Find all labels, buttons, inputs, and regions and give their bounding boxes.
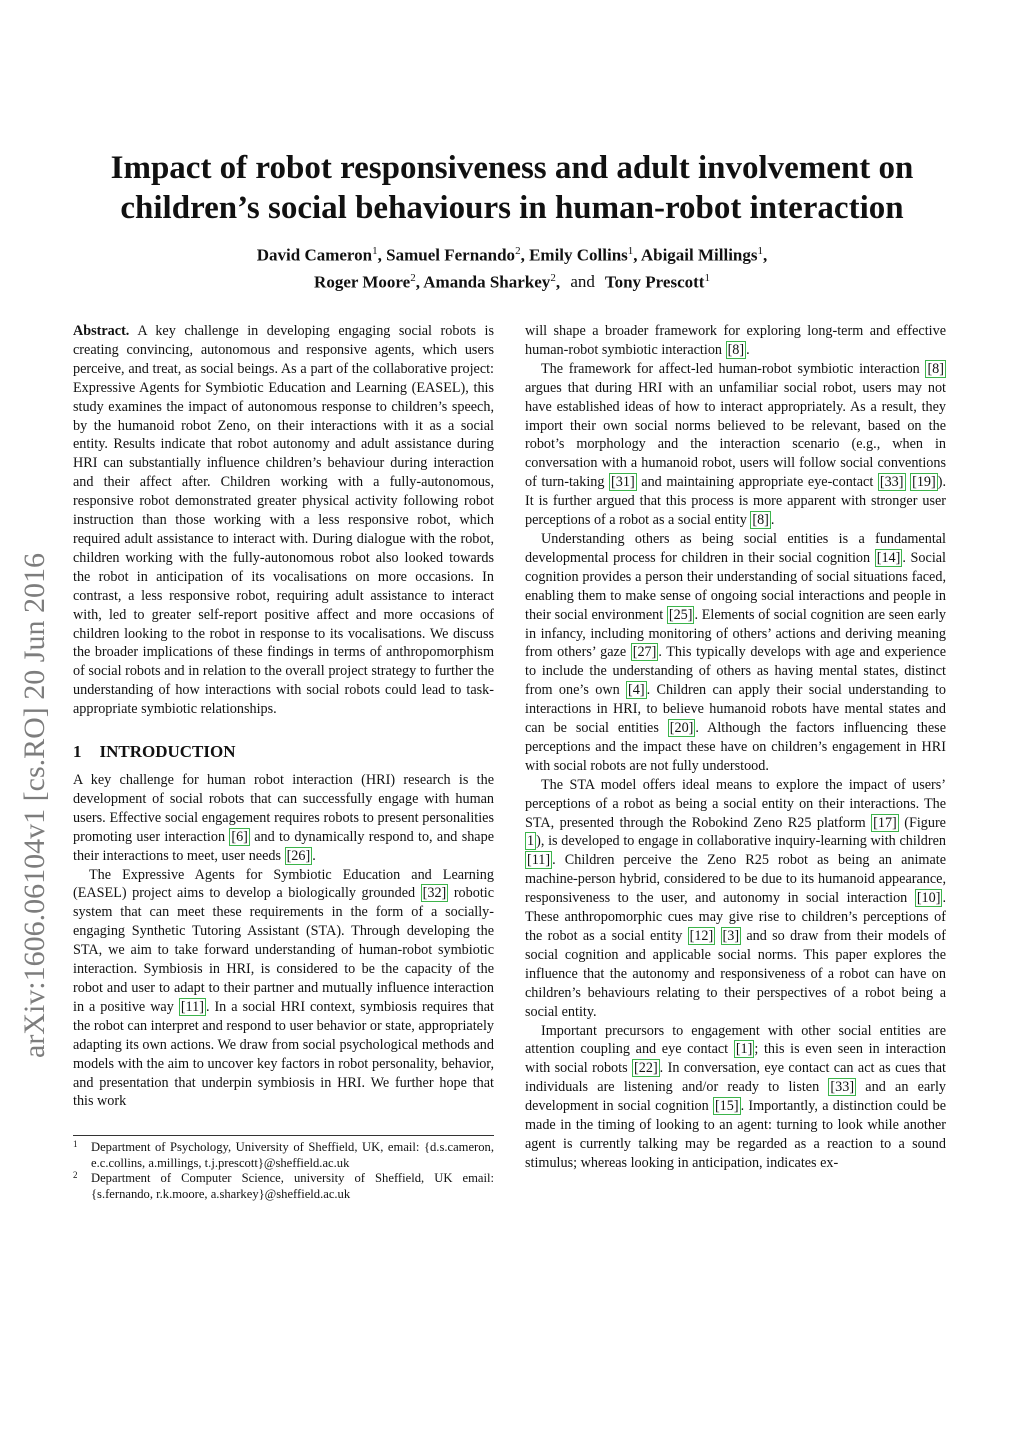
- citation-link[interactable]: [27]: [632, 644, 657, 661]
- citation-link[interactable]: [20]: [669, 720, 694, 737]
- affiliation-mark: 2: [550, 271, 556, 284]
- paper-title: [60, 148, 964, 228]
- footnote-mark: 1: [73, 1139, 78, 1149]
- section-heading: [73, 741, 494, 763]
- citation-link[interactable]: [4]: [628, 682, 645, 699]
- author-name: Amanda Sharkey: [423, 272, 551, 292]
- citation-link[interactable]: [32]: [422, 885, 447, 902]
- citation-link[interactable]: [22]: [634, 1060, 658, 1077]
- footnotes: [73, 1135, 494, 1202]
- right-column: [525, 322, 946, 1173]
- section-title: INTRODUCTION: [99, 742, 236, 762]
- citation-link[interactable]: [8]: [752, 512, 769, 529]
- author-name: Abigail Millings: [640, 245, 758, 265]
- paragraph: The Expressive Agents for Symbiotic Education and Learning (EASEL) project aims to develop a biologically grounded [32] robotic system that can meet these requirements in the form of a socially-engaging Synthetic Tutoring Assistant (STA). Through developing the STA, we aim to take forward understanding of human-robot symbiotic interaction. Symbiosis in HRI, is considered to be the capacity of the robot and user to adapt to their partner and mutually influence interaction in a positive way [11] . In a social HRI context, symbiosis requires that the robot can interpret and respond to user behavior or state, appropriately adapting its own actions. We draw from social psychological methods and models with the aim to uncover key factors in robot personality, behavior, and presentation that underpin symbiosis in HRI. We further hope that this work: [73, 866, 495, 1110]
- citation-link[interactable]: [11]: [180, 998, 204, 1015]
- paragraph: will shape a broader framework for exploring long-term and effective human-robot symbiotic interaction [8] .: [525, 323, 946, 358]
- citation-link[interactable]: [31]: [611, 474, 635, 491]
- abstract-text: A key challenge in developing engaging social robots is creating convincing, autonomous and responsive agents, which users perceive, and treat, as social beings. As a part of the collaborative project: Expressive Agents for Symbiotic Education and Learning (EASEL), this study examines the impact of autonomous response to children’s speech, by the humanoid robot Zeno, on their interactions with it as a social entity. Results indicate that robot autonomy and adult assistance during HRI can substantially influence children’s behaviour during interaction and their affect after. Children working with a fully-autonomous, responsive robot demonstrated greater physical activity following robot instruction than those working with a less responsive robot, which required adult assistance to interact with. During dialogue with the robot, children working with the fully-autonomous robot also looked towards the robot in anticipation of its vocalisations on more occasions. In contrast, a less responsive robot, requiring adult assistance to interact with, led to greater self-report positive affect and more occasions of children looking to the robot in response to its vocalisations. We discuss the broader implications of these findings in terms of anthropomorphism of social robots and in relation to the overall project strategy to further the understanding of how interactions with social robots could lead to task-appropriate symbiotic relationships.: [73, 323, 494, 718]
- citation-link[interactable]: [8]: [927, 360, 944, 377]
- citation-link[interactable]: [19]: [912, 474, 936, 491]
- author-name: Samuel Fernando: [386, 245, 516, 265]
- author-conjunction: and: [570, 272, 595, 292]
- citation-link[interactable]: [14]: [876, 549, 901, 566]
- title-line-2: children’s social behaviours in human-robot interaction: [120, 190, 904, 226]
- footnote-text: Department of Psychology, University of Sheffield, UK, email: {d.s.cameron, e.c.collins, a.millings, t.j.prescott}@sheffield.ac.uk: [91, 1140, 494, 1170]
- paragraph: Important precursors to engagement with other social entities are attention coupling and eye contact [1] ; this is even seen in interaction with social robots [22] . In conversation, eye contact can act as cues that individuals are listening and/or ready to listen [33] and an early development in social cognition [15] . Importantly, a distinction could be made in the timing of looking to an agent: turning to look while another agent is currently talking may be regarded as a reaction to a sound stimulus; whereas looking in anticipation, indicates ex-: [525, 1022, 947, 1171]
- citation-link[interactable]: [1]: [735, 1041, 753, 1058]
- abstract: [73, 322, 494, 719]
- figure-reference-link[interactable]: 1: [527, 833, 535, 850]
- title-line-1: Impact of robot responsiveness and adult involvement on: [110, 150, 914, 186]
- affiliation-mark: 2: [410, 271, 416, 284]
- citation-link[interactable]: [3]: [722, 928, 740, 944]
- paragraph: A key challenge for human robot interaction (HRI) research is the development of social robots that can successfully engage with human users. Effective social engagement requires robots to present personalities promoting user interaction [6] and to dynamically respond to, and shape their interactions to meet, user needs [26] .: [73, 772, 494, 864]
- left-column: [73, 322, 494, 1111]
- author-name: Roger Moore: [314, 272, 411, 292]
- citation-link[interactable]: [8]: [727, 341, 745, 358]
- footnote-text: Department of Computer Science, university of Sheffield, UK email: {s.fernando, r.k.moore, a.sharkey}@sheffield.ac.uk: [91, 1171, 494, 1201]
- footnote-mark: 2: [73, 1170, 78, 1181]
- paragraph: The STA model offers ideal means to explore the impact of users’ perceptions of a robot as being a social entity on their interactions. The STA, presented through the Robokind Zeno R25 platform [17] (Figure 1 ), is developed to engage in collaborative inquiry-learning with children [11] . Children perceive the Zeno R25 robot as being an animate machine-person hybrid, considered to be due to its humanoid appearance, responsiveness to the user, and autonomy in social interaction [10] . These anthropomorphic cues may give rise to children’s perceptions of the robot as a social entity [12] [3] and so draw from their models of social cognition and applicable social norms. This paper explores the influence that the autonomy and responsiveness of a robot can have on children’s behaviours relating to their perspectives of a robot being a social entity.: [525, 776, 946, 1020]
- author-list: [110, 240, 914, 293]
- paragraph: Understanding others as being social entities is a fundamental developmental process for children in their social cognition [14] . Social cognition provides a person their understanding of social situations faced, enabling them to make sense of ongoing social interactions and people in their social environment [25] . Elements of social cognition are seen early in infancy, including monitoring of others’ actions and deriving meaning from others’ gaze [27] . This typically develops with age and experience to include the understanding of others as having mental states, distinct from one’s own [4] . Children can apply their social understanding to interactions in HRI, to believe humanoid robots have mental states and can be social entities [20] . Although the factors influencing these perceptions and the impact these have on children’s engagement in HRI with social robots are not fully understood.: [525, 530, 946, 774]
- citation-link[interactable]: [33]: [830, 1079, 855, 1096]
- citation-link[interactable]: [12]: [689, 928, 714, 944]
- author-line-2: Roger Moore$^2$, Amanda Sharkey$^2$, and Tony Prescott$^1$: [314, 271, 710, 292]
- citation-link[interactable]: [15]: [714, 1098, 739, 1115]
- citation-link[interactable]: [17]: [873, 814, 897, 831]
- affiliation-mark: 2: [515, 245, 521, 257]
- author-line-1: David Cameron$^1$, Samuel Fernando$^2$, Emily Collins$^1$, Abigail Millings$^1$,: [256, 245, 768, 265]
- author-name: Tony Prescott: [604, 272, 705, 292]
- citation-link[interactable]: [10]: [916, 890, 941, 907]
- affiliation-mark: 1: [627, 245, 634, 257]
- footnote: [73, 1171, 494, 1202]
- abstract-label: Abstract.: [73, 323, 130, 339]
- citation-link[interactable]: [33]: [879, 474, 904, 491]
- affiliation-mark: 1: [757, 245, 764, 257]
- paragraph: The framework for affect-led human-robot symbiotic interaction [8] argues that during HRI with an unfamiliar social robot, users may not have established ideas of how to interact appropriately. As a result, they import their own social norms believed to be relevant, based on the robot’s morphology and the interaction scenario (e.g., when in conversation with a humanoid robot, users will follow social conventions of turn-taking [31] and maintaining appropriate eye-contact [33] [19] ). It is further argued that this process is more apparent with stronger user perceptions of a robot as a social entity [8] .: [525, 360, 947, 529]
- section-number: 1: [73, 742, 82, 762]
- author-name: David Cameron: [256, 245, 373, 265]
- citation-link[interactable]: [26]: [286, 847, 311, 864]
- affiliation-mark: 1: [372, 245, 378, 257]
- author-name: Emily Collins: [529, 245, 628, 265]
- affiliation-mark: 1: [704, 271, 710, 284]
- citation-link[interactable]: [11]: [527, 852, 551, 869]
- arxiv-identifier: arXiv:1606.06104v1 [cs.RO] 20 Jun 2016: [18, 553, 51, 1058]
- citation-link[interactable]: [25]: [668, 606, 693, 623]
- citation-link[interactable]: [6]: [231, 828, 248, 845]
- footnote: [73, 1140, 494, 1171]
